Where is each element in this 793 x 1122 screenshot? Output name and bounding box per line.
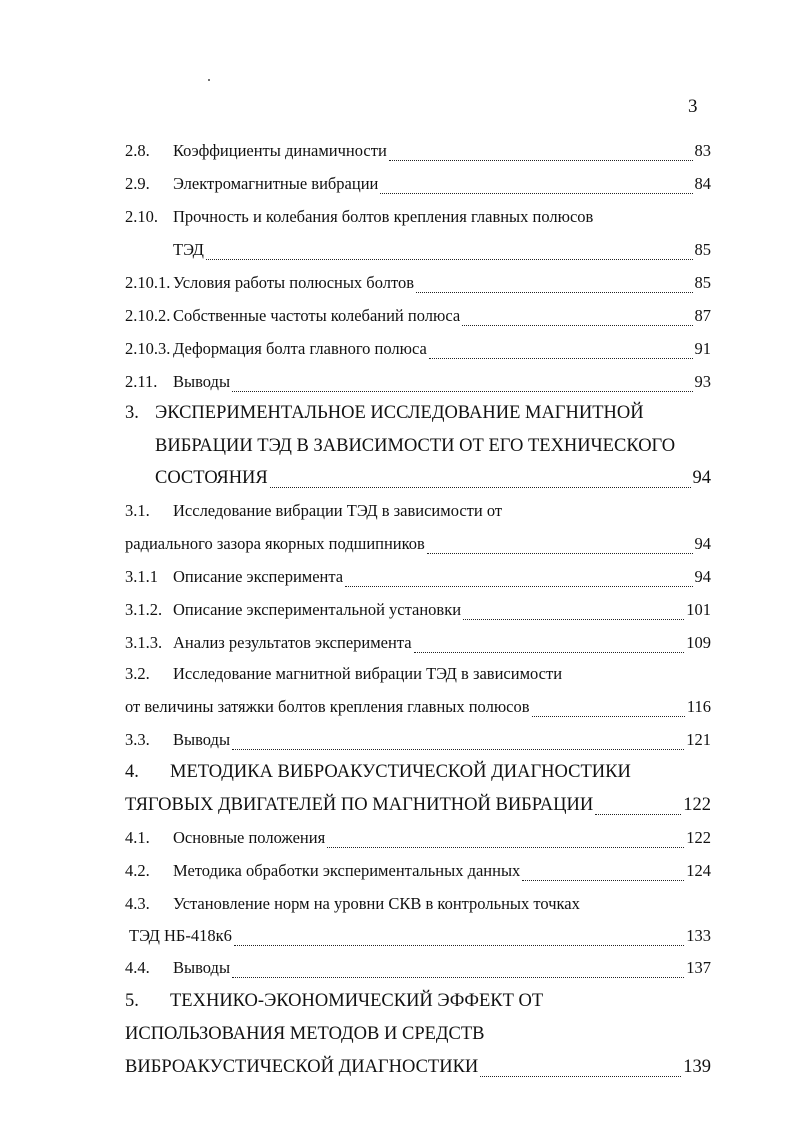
toc-leader-dots xyxy=(480,1075,681,1077)
toc-entry-title: МЕТОДИКА ВИБРОАКУСТИЧЕСКОЙ ДИАГНОСТИКИ xyxy=(170,762,631,782)
toc-entry-page: 93 xyxy=(694,372,711,391)
toc-entry xyxy=(125,306,711,332)
toc-entry-number: 3.1.3. xyxy=(125,633,163,652)
toc-leader-dots xyxy=(234,944,684,946)
toc-entry-number: 3.2. xyxy=(125,664,150,683)
toc-entry-title: Условия работы полюсных болтов xyxy=(173,273,414,292)
toc-leader-dots xyxy=(462,324,692,326)
toc-entry-page: 122 xyxy=(683,795,711,815)
toc-entry-title: ТЭД НБ-418к6 xyxy=(129,926,232,945)
toc-entry-page: 124 xyxy=(686,861,711,880)
toc-entry-title: Выводы xyxy=(173,730,231,749)
toc-entry-number: 4. xyxy=(125,762,139,782)
toc-entry-title: СОСТОЯНИЯ xyxy=(155,468,268,488)
toc-entry xyxy=(125,372,711,398)
toc-entry-title: Электромагнитные вибрации xyxy=(173,174,379,193)
toc-entry xyxy=(125,633,711,659)
toc-leader-dots xyxy=(232,748,684,750)
toc-entry-page: 85 xyxy=(694,240,711,259)
toc-entry-number: 3.1.2. xyxy=(125,600,163,619)
toc-leader-dots xyxy=(595,813,681,815)
toc-leader-dots xyxy=(429,357,693,359)
toc-entry xyxy=(125,207,711,233)
toc-entry-number: 2.9. xyxy=(125,174,150,193)
toc-entry-title: Исследование вибрации ТЭД в зависимости от xyxy=(173,501,503,520)
toc-entry-title: Исследование магнитной вибрации ТЭД в зависимости xyxy=(173,664,563,683)
toc-entry-title: Деформация болта главного полюса xyxy=(173,339,427,358)
toc-leader-dots xyxy=(232,390,692,392)
toc-leader-dots xyxy=(414,651,685,653)
toc-entry-page: 87 xyxy=(694,306,711,325)
toc-entry xyxy=(125,1057,711,1083)
toc-entry-page: 121 xyxy=(686,730,711,749)
toc-entry-number: 2.11. xyxy=(125,372,158,391)
toc-entry xyxy=(125,958,711,984)
toc-entry-number: 4.1. xyxy=(125,828,150,847)
toc-entry xyxy=(125,174,711,200)
toc-entry-number: 3.1. xyxy=(125,501,150,520)
toc-entry xyxy=(125,240,711,266)
toc-entry xyxy=(125,1024,711,1050)
toc-entry-number: 3.1.1 xyxy=(125,567,158,586)
toc-entry-page: 85 xyxy=(694,273,711,292)
toc-entry-title: ВИБРОАКУСТИЧЕСКОЙ ДИАГНОСТИКИ xyxy=(125,1057,479,1077)
toc-leader-dots xyxy=(327,846,684,848)
toc-entry xyxy=(125,730,711,756)
toc-leader-dots xyxy=(270,486,691,488)
toc-leader-dots xyxy=(345,585,692,587)
toc-entry-title: Методика обработки экспериментальных данных xyxy=(173,861,521,880)
toc-entry-page: 139 xyxy=(683,1057,711,1077)
toc-entry xyxy=(125,894,711,920)
toc-entry-page: 94 xyxy=(694,567,711,586)
toc-entry-title: Основные положения xyxy=(173,828,326,847)
toc-entry xyxy=(125,339,711,365)
toc-entry-title: ЭКСПЕРИМЕНТАЛЬНОЕ ИССЛЕДОВАНИЕ МАГНИТНОЙ xyxy=(155,403,644,423)
toc-entry-title: от величины затяжки болтов крепления главных полюсов xyxy=(125,697,530,716)
toc-entry xyxy=(125,501,711,527)
toc-leader-dots xyxy=(232,976,684,978)
toc-leader-dots xyxy=(522,879,684,881)
toc-entry-title: ИСПОЛЬЗОВАНИЯ МЕТОДОВ И СРЕДСТВ xyxy=(125,1024,485,1044)
toc-entry-number: 2.10. xyxy=(125,207,158,226)
toc-entry-page: 137 xyxy=(686,958,711,977)
toc-entry-title: радиального зазора якорных подшипников xyxy=(125,534,425,553)
toc-entry-number: 3. xyxy=(125,403,139,423)
toc-entry-title: Описание экспериментальной установки xyxy=(173,600,462,619)
toc-entry-title: ТЭД xyxy=(173,240,204,259)
toc-entry-title: Выводы xyxy=(173,958,231,977)
toc-entry-title: Выводы xyxy=(173,372,231,391)
toc-entry-page: 109 xyxy=(686,633,711,652)
toc-entry-number: 2.10.2. xyxy=(125,306,171,325)
toc-entry-title: ВИБРАЦИИ ТЭД В ЗАВИСИМОСТИ ОТ ЕГО ТЕХНИЧЕСКОГО xyxy=(155,436,676,456)
toc-leader-dots xyxy=(206,258,693,260)
toc-entry-page: 94 xyxy=(692,468,711,488)
toc-entry xyxy=(125,991,711,1017)
toc-entry xyxy=(125,403,711,429)
toc-entry-title: ТЯГОВЫХ ДВИГАТЕЛЕЙ ПО МАГНИТНОЙ ВИБРАЦИИ xyxy=(125,795,594,815)
toc-entry-page: 122 xyxy=(686,828,711,847)
toc-entry-number: 4.2. xyxy=(125,861,150,880)
toc-entry xyxy=(125,861,711,887)
toc-entry xyxy=(125,926,711,952)
toc-entry-title: Анализ результатов эксперимента xyxy=(173,633,412,652)
toc-leader-dots xyxy=(463,618,684,620)
toc-entry-page: 84 xyxy=(694,174,711,193)
toc-entry-number: 4.3. xyxy=(125,894,150,913)
toc-entry-page: 116 xyxy=(686,697,711,716)
toc-entry-page: 91 xyxy=(694,339,711,358)
toc-entry-page: 133 xyxy=(686,926,711,945)
toc-leader-dots xyxy=(380,192,692,194)
toc-entry-number: 5. xyxy=(125,991,139,1011)
toc-entry-number: 2.10.1. xyxy=(125,273,171,292)
toc-entry-page: 101 xyxy=(686,600,711,619)
toc-entry-title: Собственные частоты колебаний полюса xyxy=(173,306,461,325)
toc-entry-title: Описание эксперимента xyxy=(173,567,344,586)
toc-entry xyxy=(125,436,711,462)
toc-entry xyxy=(125,697,711,723)
toc-entry xyxy=(125,468,711,494)
toc-entry xyxy=(125,664,711,690)
toc-entry-title: Прочность и колебания болтов крепления главных полюсов xyxy=(173,207,594,226)
toc-entry-number: 2.10.3. xyxy=(125,339,171,358)
toc-entry-title: Коэффициенты динамичности xyxy=(173,141,387,160)
toc-entry xyxy=(125,762,711,788)
toc-entry-number: 2.8. xyxy=(125,141,150,160)
toc-leader-dots xyxy=(532,715,685,717)
toc-entry-page: 83 xyxy=(694,141,711,160)
toc-leader-dots xyxy=(416,291,693,293)
toc-entry xyxy=(125,141,711,167)
toc-entry xyxy=(125,795,711,821)
page-number: 3 xyxy=(688,96,698,117)
toc-leader-dots xyxy=(389,159,693,161)
toc-entry xyxy=(125,534,711,560)
toc-entry-number: 4.4. xyxy=(125,958,150,977)
toc-entry-page: 94 xyxy=(694,534,711,553)
toc-entry xyxy=(125,828,711,854)
toc-leader-dots xyxy=(427,552,693,554)
toc-entry xyxy=(125,273,711,299)
toc-entry-title: ТЕХНИКО-ЭКОНОМИЧЕСКИЙ ЭФФЕКТ ОТ xyxy=(170,991,544,1011)
toc-entry-number: 3.3. xyxy=(125,730,150,749)
toc-entry xyxy=(125,600,711,626)
toc-entry xyxy=(125,567,711,593)
toc-entry-title: Установление норм на уровни СКВ в контрольных точках xyxy=(173,894,580,913)
